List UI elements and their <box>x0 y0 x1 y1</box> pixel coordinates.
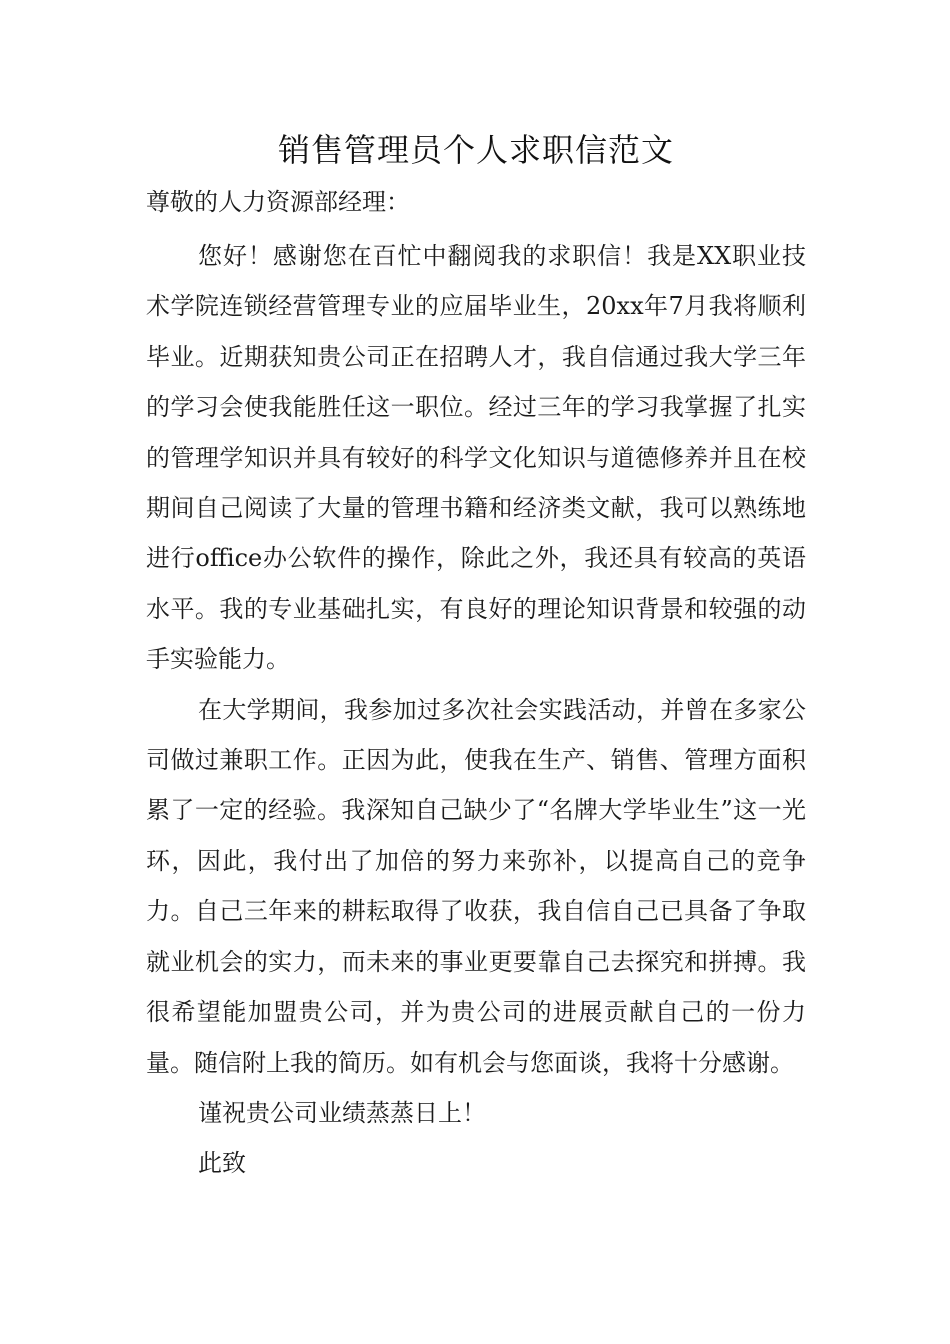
salutation: 尊敬的人力资源部经理： <box>146 188 410 216</box>
document-body <box>146 122 806 1189</box>
body-paragraph-2: 在大学期间，我参加过多次社会实践活动，并曾在多家公司做过兼职工作。正因为此，使我在生产、销售、管理方面积累了一定的经验。我深知自己缺少了“名牌大学毕业生”这一光环，因此，我付出了加倍的努力来弥补，以提高自己的竞争力。自己三年来的耕耘取得了收获，我自信自己已具备了争取就业机会的实力，而未来的事业更要靠自己去探究和拼搏。我很希望能加盟贵公司，并为贵公司的进展贡献自己的一份力量。随信附上我的简历。如有机会与您面谈，我将十分感谢。 <box>146 695 806 1077</box>
document-title: 销售管理员个人求职信范文 <box>277 131 674 169</box>
closing-wish: 谨祝贵公司业绩蒸蒸日上！ <box>198 1098 486 1127</box>
closing-phrase: 此致 <box>198 1149 246 1178</box>
body-paragraph-1: 您好！感谢您在百忙中翻阅我的求职信！我是XX职业技术学院连锁经营管理专业的应届毕业生，20xx年7月我将顺利毕业。近期获知贵公司正在招聘人才，我自信通过我大学三年的学习会使我能胜任这一职位。经过三年的学习我掌握了扎实的管理学知识并具有较好的科学文化知识与道德修养并且在校期间自己阅读了大量的管理书籍和经济类文献，我可以熟练地进行office办公软件的操作，除此之外，我还具有较高的英语水平。我的专业基础扎实，有良好的理论知识背景和较强的动手实验能力。 <box>146 242 806 674</box>
